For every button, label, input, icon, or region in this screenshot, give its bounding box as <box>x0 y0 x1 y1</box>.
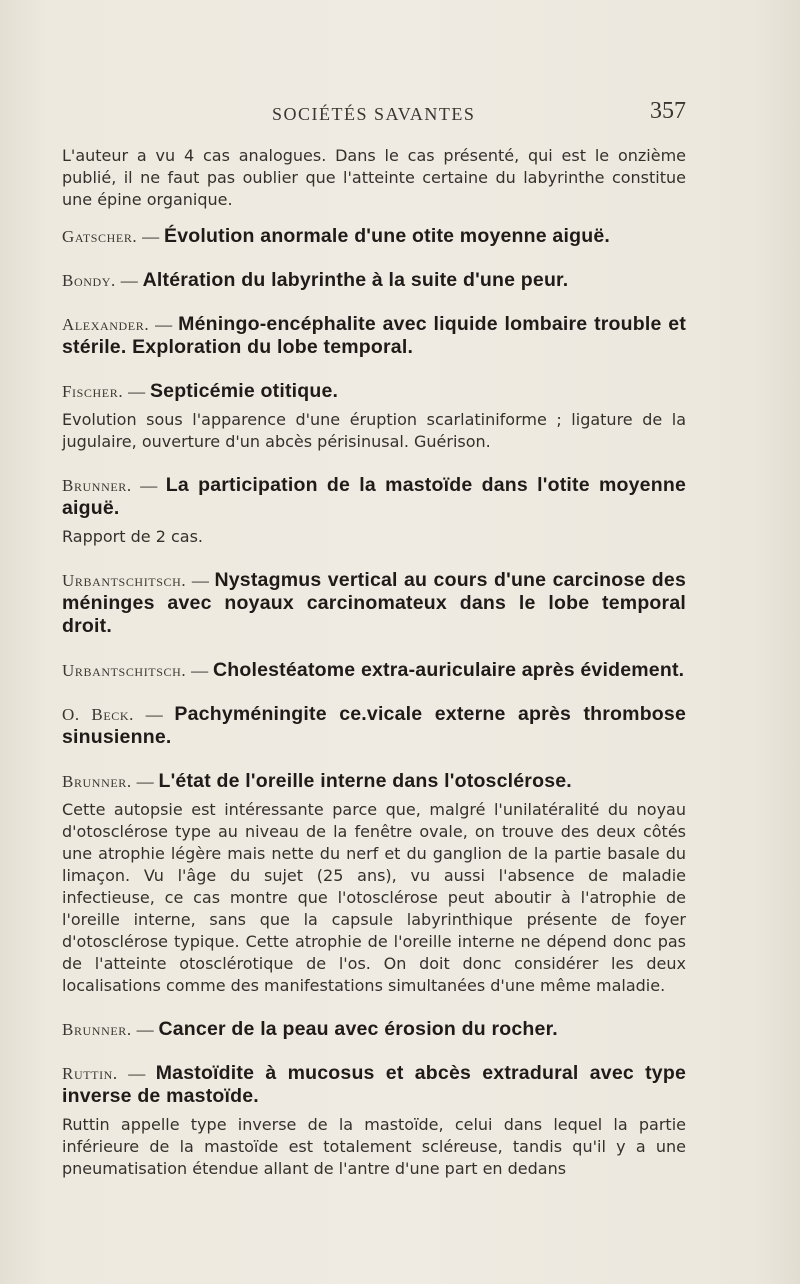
entry-title: Mastoïdite à mucosus et abcès extradural avec type inverse de mastoïde. <box>62 1062 687 1107</box>
entry-dash: — <box>140 476 158 495</box>
intro-paragraph: L'auteur a vu 4 cas analogues. Dans le cas présenté, qui est le onzième publié, il ne faut pas oublier que l'atteinte certaine du labyrinthe constitue une épine organique. <box>62 146 686 209</box>
entry-dash: — <box>155 315 173 334</box>
entry-body: Evolution sous l'apparence d'une éruption scarlatiniforme ; ligature de la jugulaire, ouverture d'un abcès périsinusal. Guérison. <box>62 410 686 451</box>
entry-author: Brunner. <box>62 476 132 495</box>
entry-urbantschitsch-nystagmus <box>62 569 686 638</box>
entry-title: Nystagmus vertical au cours d'une carcinose des méninges avec noyaux carcinomateux dans le lobe temporal droit. <box>62 569 686 637</box>
entry-author: Brunner. <box>62 772 132 791</box>
entry-title: Altération du labyrinthe à la suite d'une peur. <box>142 269 569 291</box>
entry-dash: — <box>191 661 209 680</box>
entry-body: Ruttin appelle type inverse de la mastoïde, celui dans lequel la partie inférieure de la mastoïde est totalement scléreuse, tandis qu'il y a une pneumatisation étendue allant de l'antre d'une part en dedans <box>62 1115 686 1178</box>
entry-urbantschitsch-cholesteatome <box>62 659 686 682</box>
entry-dash: — <box>136 772 154 791</box>
entry-beck <box>62 703 686 749</box>
page-content <box>62 145 686 1201</box>
entry-dash: — <box>142 227 160 246</box>
entry-fischer <box>62 380 686 453</box>
entry-title: Évolution anormale d'une otite moyenne aiguë. <box>164 225 610 247</box>
intro-paragraph-block <box>62 145 686 211</box>
entry-body: Rapport de 2 cas. <box>62 527 203 546</box>
entry-author: Ruttin. <box>62 1064 118 1083</box>
entry-brunner-otosclerose <box>62 770 686 997</box>
entry-title: Cancer de la peau avec érosion du rocher. <box>158 1018 558 1040</box>
entry-title: La participation de la mastoïde dans l'otite moyenne aiguë. <box>62 474 686 519</box>
entry-brunner-mastoide <box>62 474 686 548</box>
entry-title: Méningo-encéphalite avec liquide lombaire trouble et stérile. Exploration du lobe temporal. <box>62 313 687 358</box>
entry-gatscher <box>62 225 686 248</box>
entry-alexander <box>62 313 686 359</box>
page-header <box>62 98 686 132</box>
entry-body: Cette autopsie est intéressante parce que, malgré l'unilatéralité du noyau d'otosclérose type au niveau de la fenêtre ovale, on trouve des deux côtés une atrophie légère mais nette du nerf et du ganglion de la partie basale du limaçon. Vu l'âge du sujet (25 ans), vu aussi l'absence de maladie infectieuse, ce cas montre que l'otosclérose peut aboutir à l'atrophie de l'oreille interne, sans que la capsule labyrinthique présente de foyer d'otosclérose typique. Cette atrophie de l'oreille interne ne dépend donc pas de l'atteinte otosclérotique de l'os. On doit donc considérer les deux localisations comme des manifestations simultanées d'une même maladie. <box>62 800 686 995</box>
page-number: 357 <box>650 98 686 124</box>
entry-author: Fischer. <box>62 382 124 401</box>
entry-title: Pachyméningite ce.vicale externe après thrombose sinusienne. <box>62 703 687 748</box>
entry-bondy <box>62 269 686 292</box>
entry-author: O. Beck. <box>62 705 134 724</box>
running-head: SOCIÉTÉS SAVANTES <box>272 104 476 124</box>
entry-ruttin <box>62 1062 686 1180</box>
entry-author: Gatscher. <box>62 227 138 246</box>
entry-dash: — <box>120 271 138 290</box>
entry-author: Urbantschitsch. <box>62 661 187 680</box>
entry-dash: — <box>191 571 209 590</box>
entry-title: Cholestéatome extra-auriculaire après évidement. <box>212 659 685 681</box>
entry-author: Alexander. <box>62 315 150 334</box>
entry-title: L'état de l'oreille interne dans l'otosclérose. <box>158 770 572 792</box>
entry-dash: — <box>136 1020 154 1039</box>
entry-brunner-cancer <box>62 1018 686 1041</box>
entry-dash: — <box>145 705 163 724</box>
entry-dash: — <box>128 382 146 401</box>
entry-author: Brunner. <box>62 1020 132 1039</box>
entry-author: Urbantschitsch. <box>62 571 187 590</box>
entry-dash: — <box>128 1064 146 1083</box>
entry-author: Bondy. <box>62 271 116 290</box>
entry-title: Septicémie otitique. <box>149 380 339 402</box>
